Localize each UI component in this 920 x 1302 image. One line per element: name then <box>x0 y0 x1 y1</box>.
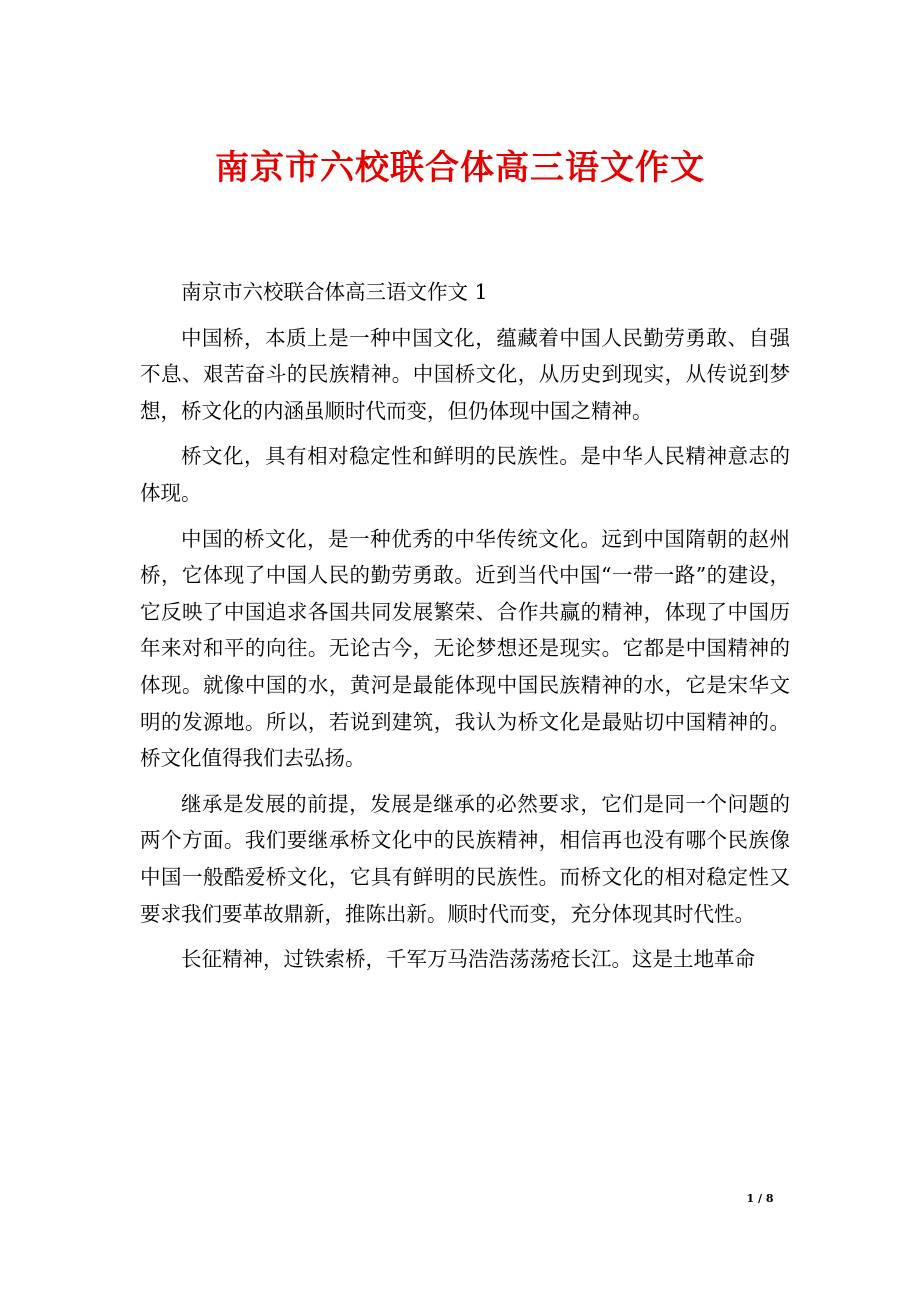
paragraph: 长征精神，过铁索桥，千军万马浩浩荡荡疮长江。这是土地革命 <box>181 947 755 972</box>
paragraph: 南京市六校联合体高三语文作文 1 <box>181 280 488 304</box>
article-body <box>140 274 790 987</box>
paragraph: 中国的桥文化，是一种优秀的中华传统文化。远到中国隋朝的赵州桥，它体现了中国人民的勤劳勇敢。近到当代中国“一带一路”的建设，它反映了中国追求各国共同发展繁荣、合作共赢的精神，体现了中国历年来对和平的向往。无论古今，无论梦想还是现实。它都是中国精神的体现。就像中国的水，黄河是最能体现中国民族精神的水，它是宋华文明的发源地。所以，若说到建筑，我认为桥文化是最贴切中国精神的。桥文化值得我们去弘扬。 <box>140 526 790 771</box>
page-title: 南京市六校联合体高三语文作文 <box>215 148 705 188</box>
paragraph: 中国桥，本质上是一种中国文化，蕴藏着中国人民勤劳勇敢、自强不息、艰苦奋斗的民族精神。中国桥文化，从历史到现实，从传说到梦想，桥文化的内涵虽顺时代而变，但仍体现中国之精神。 <box>140 325 790 423</box>
paragraph: 桥文化，具有相对稳定性和鲜明的民族性。是中华人民精神意志的体现。 <box>140 444 790 505</box>
page-number: 1 / 8 <box>746 1192 774 1205</box>
paragraph: 继承是发展的前提，发展是继承的必然要求，它们是同一个问题的两个方面。我们要继承桥文化中的民族精神，相信再也没有哪个民族像中国一般酷爱桥文化，它具有鲜明的民族性。而桥文化的相对稳定性又要求我们要革故鼎新，推陈出新。顺时代而变，充分体现其时代性。 <box>140 791 790 926</box>
